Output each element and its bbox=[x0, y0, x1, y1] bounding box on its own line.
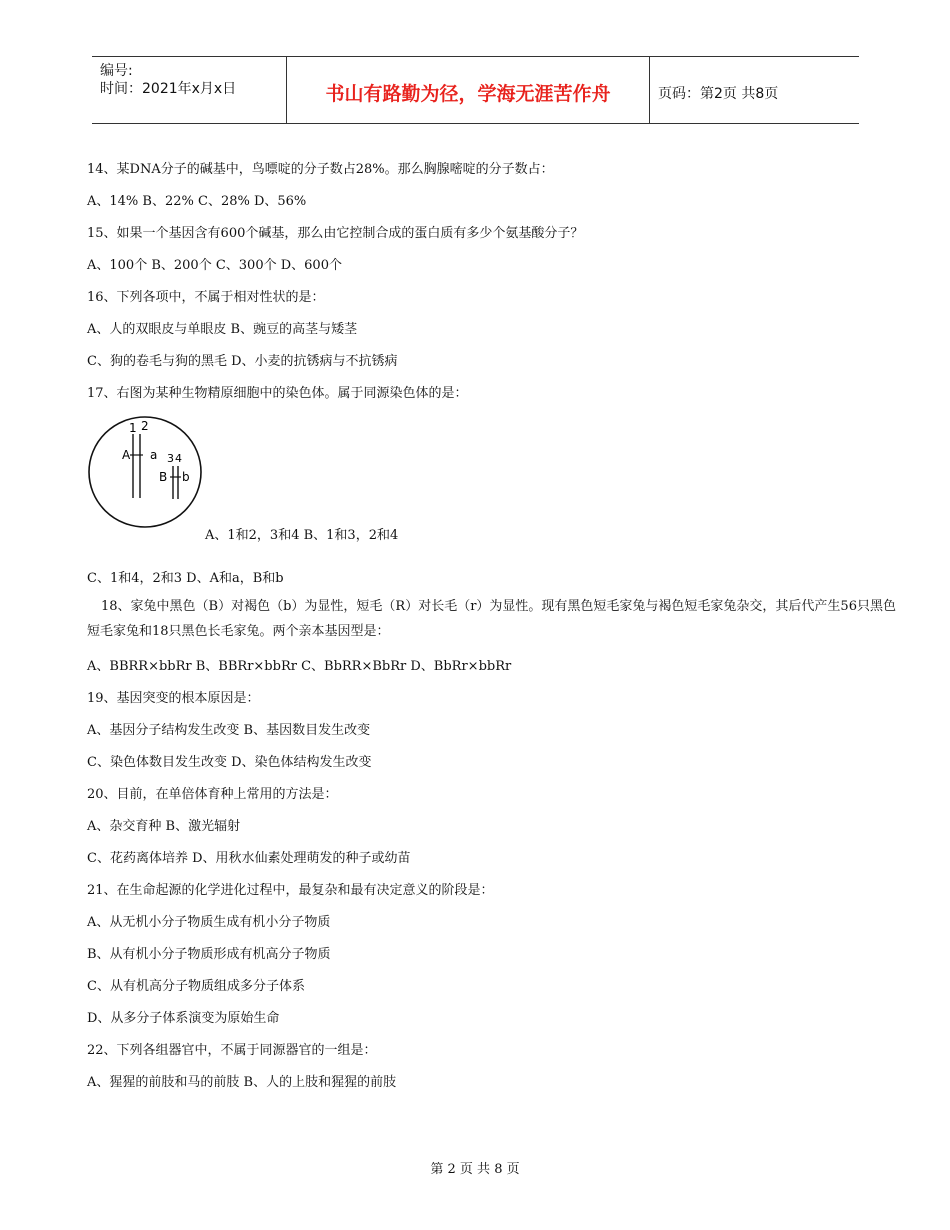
question-22: 22、下列各组器官中，不属于同源器官的一组是： bbox=[87, 1043, 377, 1058]
question-20: 20、目前，在单倍体育种上常用的方法是： bbox=[87, 787, 338, 802]
label-b: b bbox=[182, 470, 190, 484]
label-3: 3 bbox=[167, 452, 174, 465]
question-20-options-ab: A、杂交育种 B、激光辐射 bbox=[87, 819, 241, 834]
question-21-option-d: D、从多分子体系演变为原始生命 bbox=[87, 1011, 280, 1026]
label-2: 2 bbox=[141, 419, 149, 433]
question-17-options-cd: C、1和4，2和3 D、A和a，B和b bbox=[87, 571, 284, 586]
motto: 书山有路勤为径，学海无涯苦作舟 bbox=[325, 83, 611, 105]
question-14-options: A、14% B、22% C、28% D、56% bbox=[87, 194, 307, 209]
question-21: 21、在生命起源的化学进化过程中，最复杂和最有决定意义的阶段是： bbox=[87, 883, 494, 898]
question-21-option-c: C、从有机高分子物质组成多分子体系 bbox=[87, 979, 305, 994]
question-16-options-ab: A、人的双眼皮与单眼皮 B、豌豆的高茎与矮茎 bbox=[87, 322, 358, 337]
document-number-label: 编号: bbox=[100, 63, 133, 79]
chromosome-figure bbox=[86, 414, 206, 532]
question-18: 18、家兔中黑色（B）对褐色（b）为显性，短毛（R）对长毛（r）为显性。现有黑色短毛家兔与褐色短毛家兔杂交，其后代产生56只黑色短毛家兔和18只黑色长毛家兔。两个亲本基因型是： bbox=[87, 599, 896, 639]
question-22-options-ab: A、猩猩的前肢和马的前肢 B、人的上肢和猩猩的前肢 bbox=[87, 1075, 397, 1090]
question-15: 15、如果一个基因含有600个碱基，那么由它控制合成的蛋白质有多少个氨基酸分子？ bbox=[87, 226, 584, 241]
header-page-info: 页码：第2页 共8页 bbox=[658, 86, 779, 102]
question-15-options: A、100个 B、200个 C、300个 D、600个 bbox=[87, 258, 342, 273]
label-B: B bbox=[159, 470, 168, 484]
page-header bbox=[92, 56, 859, 124]
label-1: 1 bbox=[129, 421, 137, 435]
question-18-options: A、BBRR×bbRr B、BBRr×bbRr C、BbRR×BbRr D、BbRr×bbRr bbox=[87, 659, 512, 674]
question-20-options-cd: C、花药离体培养 D、用秋水仙素处理萌发的种子或幼苗 bbox=[87, 851, 411, 866]
question-16: 16、下列各项中，不属于相对性状的是： bbox=[87, 290, 325, 305]
question-19: 19、基因突变的根本原因是： bbox=[87, 691, 260, 706]
question-17: 17、右图为某种生物精原细胞中的染色体。属于同源染色体的是： bbox=[87, 386, 468, 401]
question-21-option-a: A、从无机小分子物质生成有机小分子物质 bbox=[87, 915, 331, 930]
question-16-options-cd: C、狗的卷毛与狗的黑毛 D、小麦的抗锈病与不抗锈病 bbox=[87, 354, 398, 369]
question-14: 14、某DNA分子的碱基中，鸟嘌啶的分子数占28%。那么胸腺嘧啶的分子数占： bbox=[87, 162, 554, 177]
label-A: A bbox=[122, 448, 131, 462]
header-meta-cell bbox=[92, 57, 287, 123]
question-19-options-ab: A、基因分子结构发生改变 B、基因数目发生改变 bbox=[87, 723, 371, 738]
document-date: 时间：2021年x月x日 bbox=[100, 81, 237, 97]
header-motto-cell bbox=[287, 57, 650, 123]
label-4: 4 bbox=[175, 452, 182, 465]
page-footer: 第 2 页 共 8 页 bbox=[430, 1162, 520, 1177]
label-a: a bbox=[150, 448, 158, 462]
cell-diagram bbox=[86, 414, 206, 532]
question-17-options-ab: A、1和2，3和4 B、1和3，2和4 bbox=[205, 528, 399, 543]
question-21-option-b: B、从有机小分子物质形成有机高分子物质 bbox=[87, 947, 331, 962]
question-19-options-cd: C、染色体数目发生改变 D、染色体结构发生改变 bbox=[87, 755, 372, 770]
